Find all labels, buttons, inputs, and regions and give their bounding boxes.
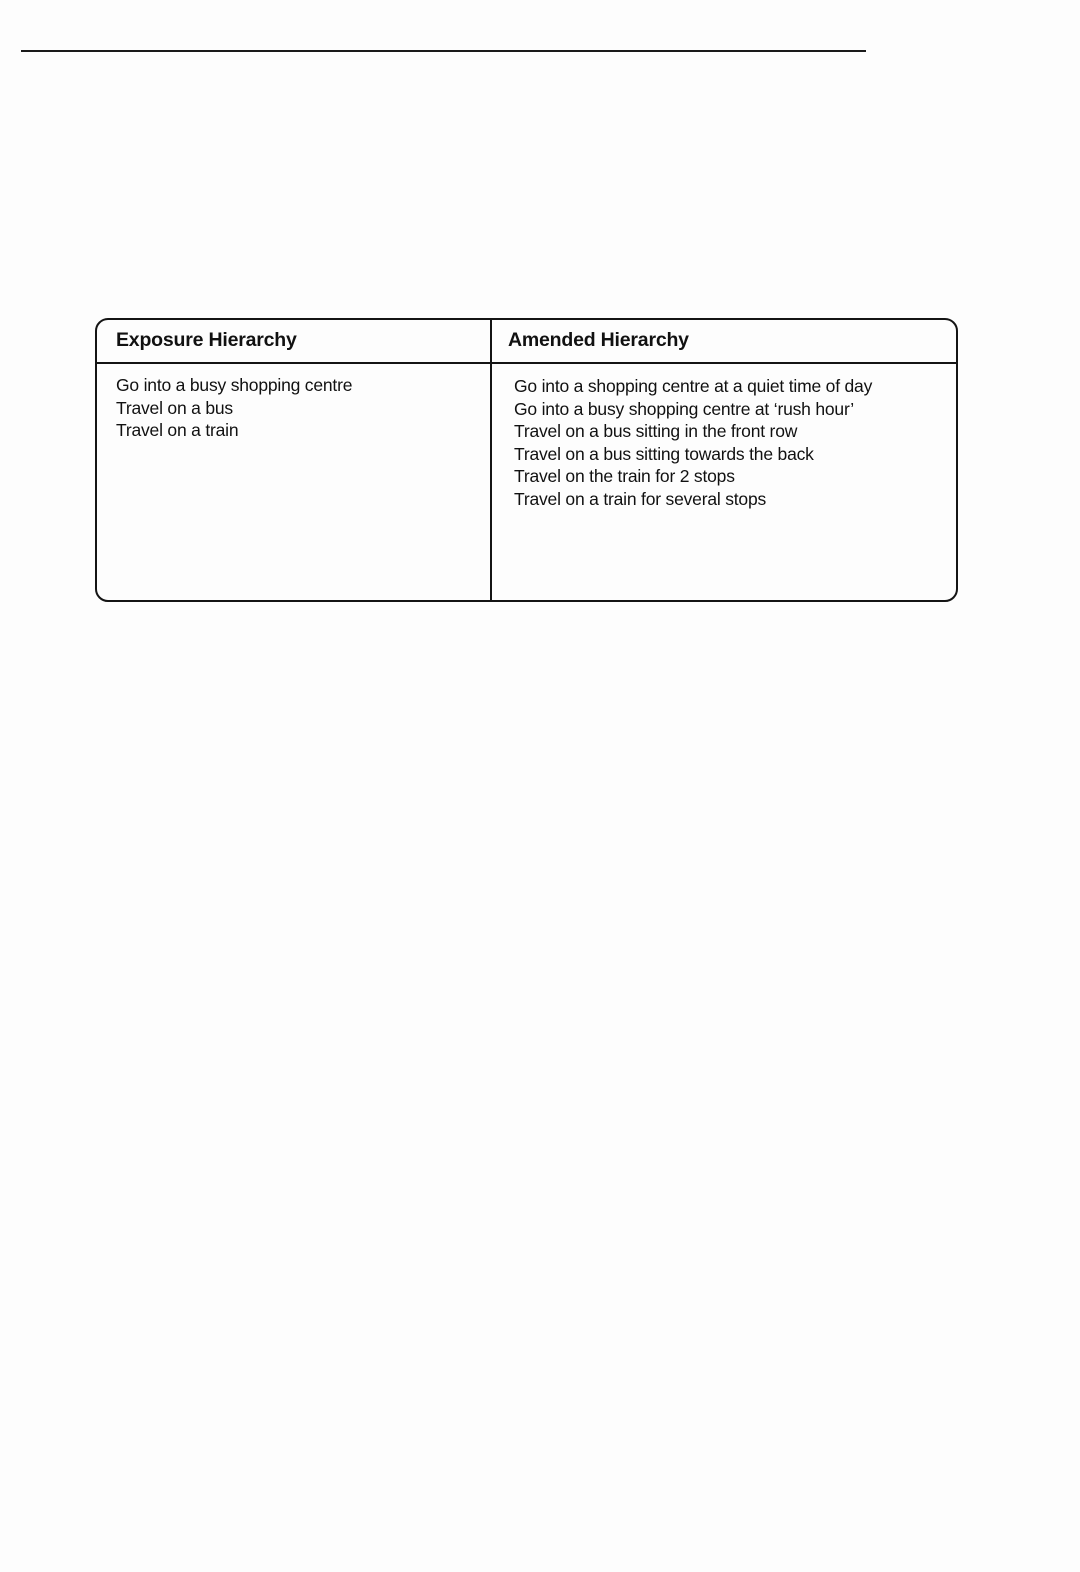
list-item: Travel on a bus [116, 397, 233, 418]
list-item: Travel on a bus sitting in the front row [514, 421, 798, 442]
amended-hierarchy-header: Amended Hierarchy [508, 329, 689, 351]
exposure-hierarchy-header: Exposure Hierarchy [116, 329, 297, 351]
list-item: Go into a busy shopping centre at ‘rush hour’ [514, 398, 854, 419]
top-horizontal-rule [21, 50, 866, 52]
list-item: Go into a busy shopping centre [116, 375, 353, 395]
hierarchy-table [95, 318, 958, 602]
list-item: Travel on a train [116, 420, 239, 441]
amended-hierarchy-list [514, 375, 872, 511]
list-item: Travel on a train for several stops [514, 488, 767, 509]
exposure-hierarchy-list [116, 374, 352, 442]
list-item: Travel on a bus sitting towards the back [514, 443, 814, 464]
list-item: Go into a shopping centre at a quiet time of day [514, 376, 873, 396]
list-item: Travel on the train for 2 stops [514, 466, 735, 487]
header-divider [97, 362, 956, 364]
